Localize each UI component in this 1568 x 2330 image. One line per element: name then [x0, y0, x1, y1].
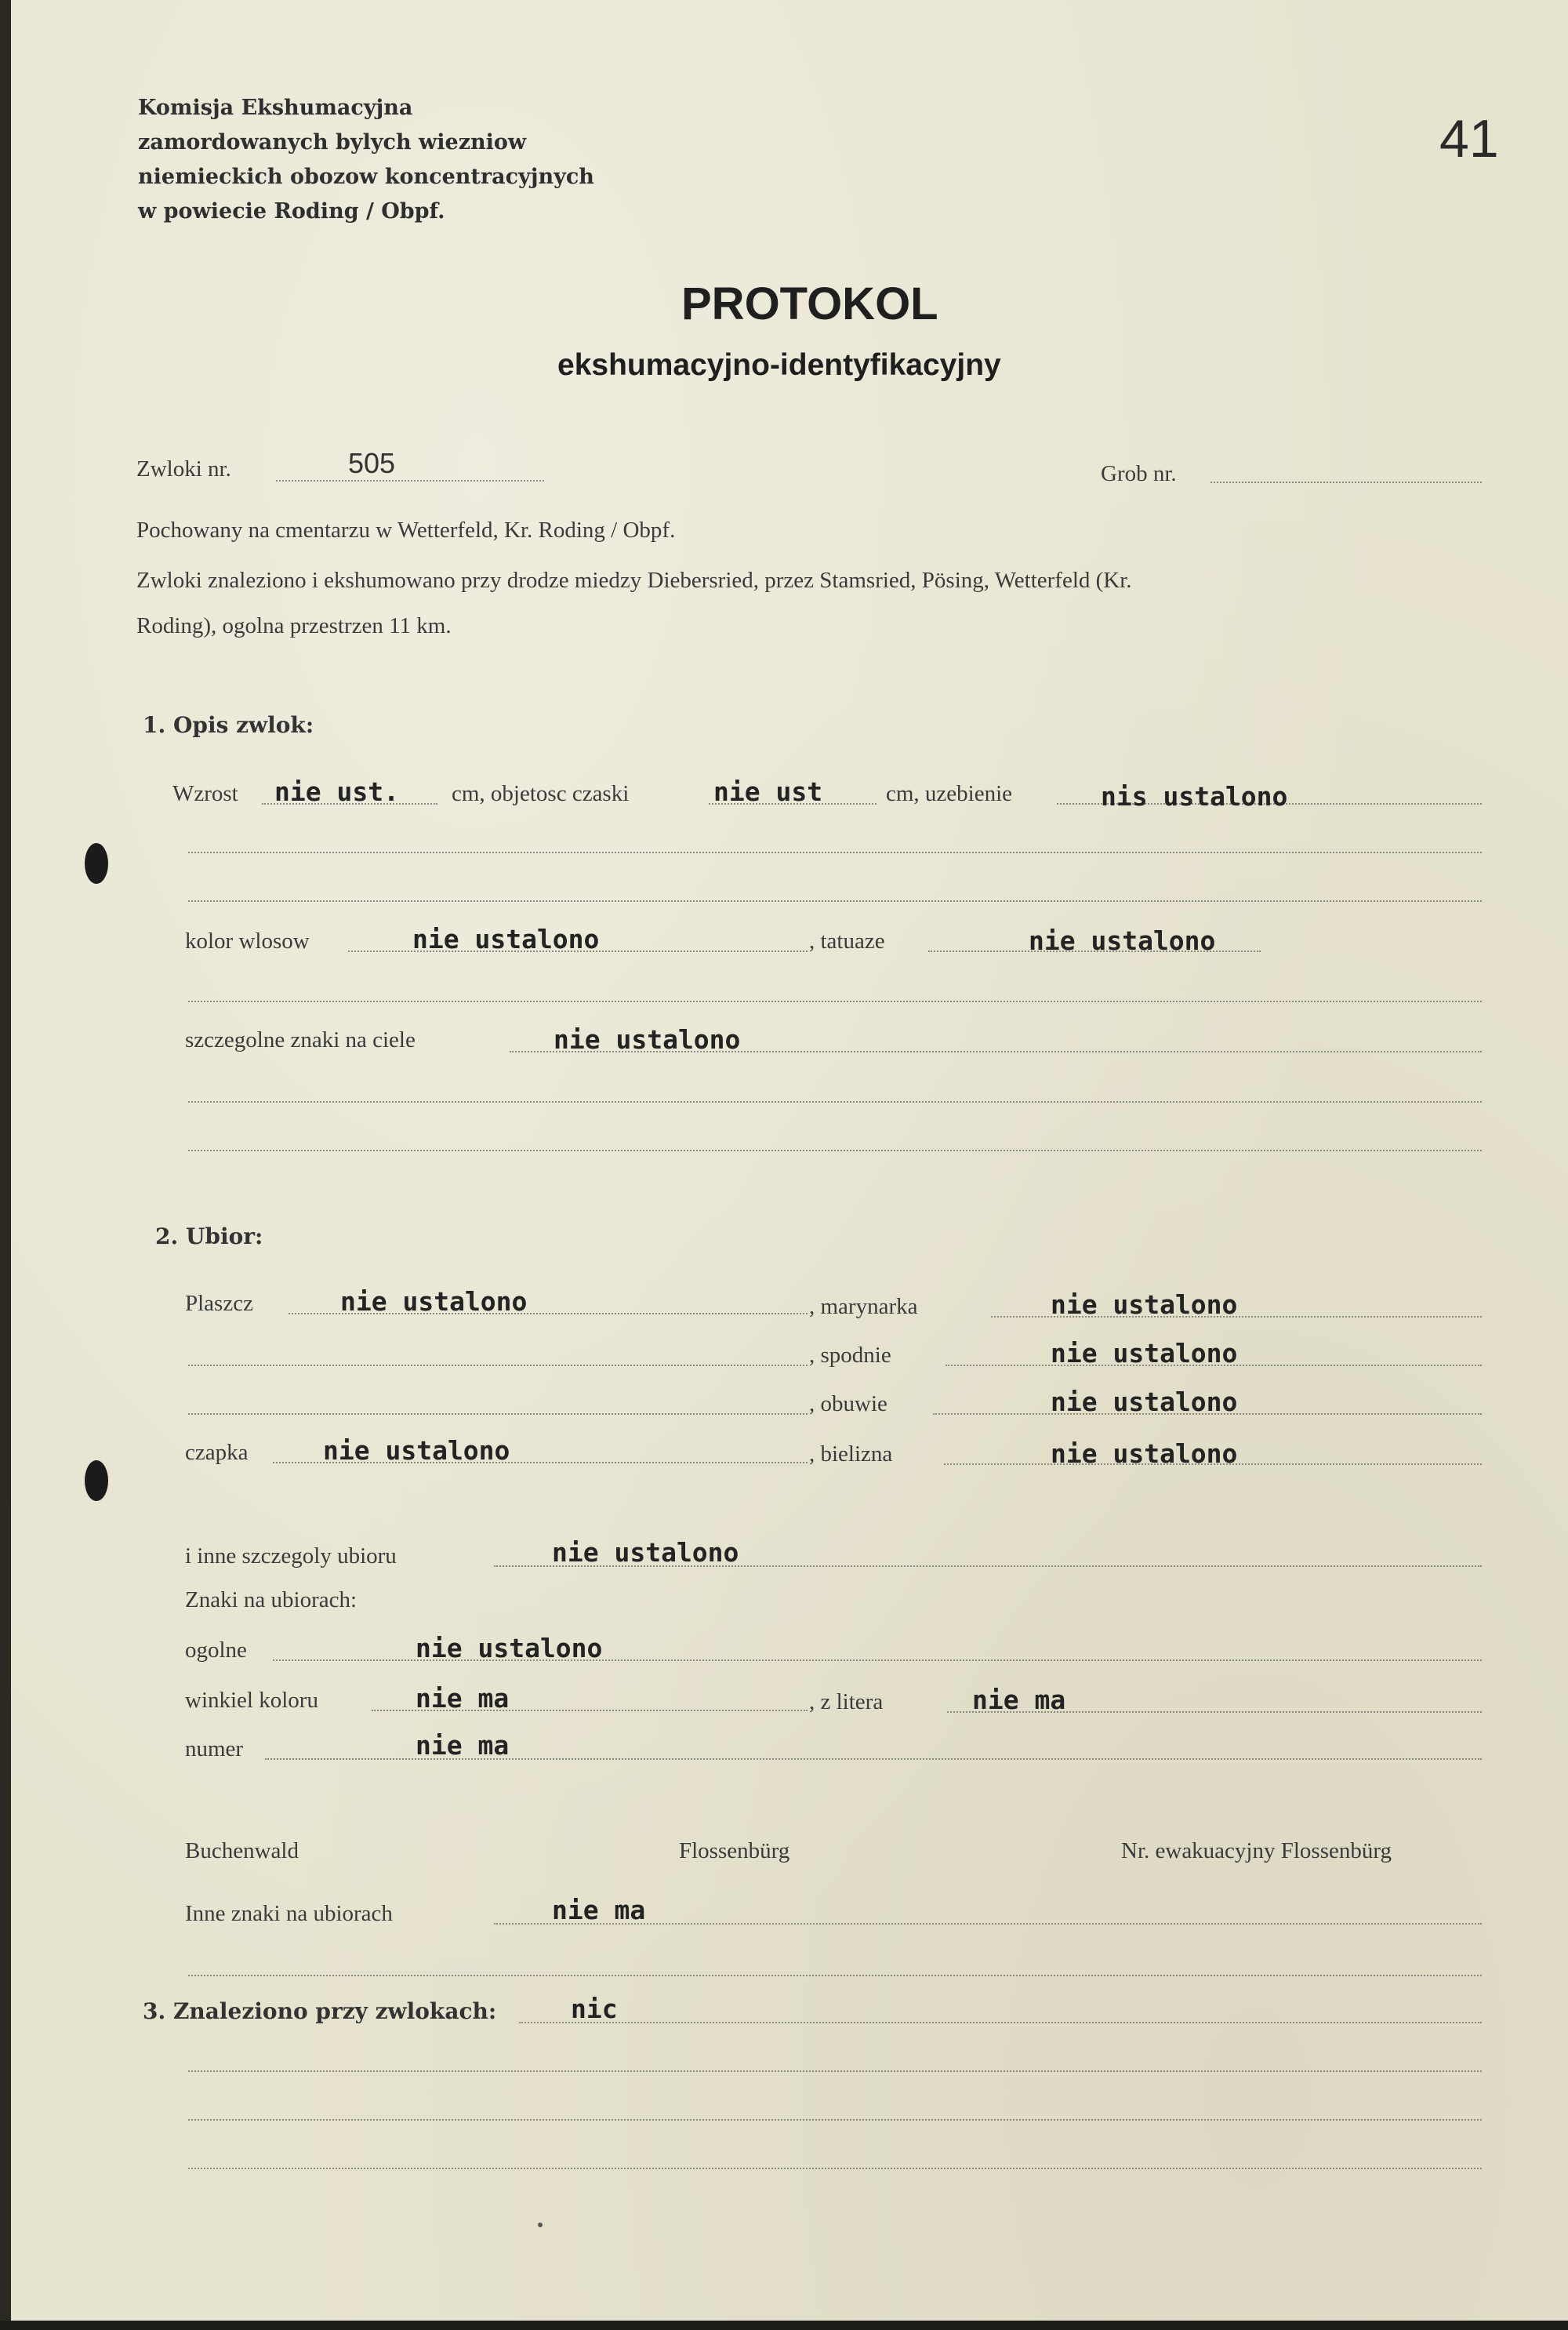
grob-label: Grob nr. — [1101, 461, 1177, 486]
litera-label: , z litera — [809, 1689, 884, 1714]
document-title: PROTOKOL — [681, 278, 938, 329]
wzrost-value: nie ust. — [274, 776, 399, 807]
section-3-heading: 3. Znaleziono przy zwlokach: — [143, 1998, 497, 2024]
winkiel-label: winkiel koloru — [185, 1688, 318, 1713]
intro-line-2: Zwloki znaleziono i ekshumowano przy drodze miedzy Diebersried, przez Stamsried, Pösing, Wetterfeld (Kr. — [136, 568, 1132, 593]
document-page — [11, 0, 1568, 2330]
tatuaze-label: , tatuaze — [809, 929, 885, 954]
bielizna-value: nie ustalono — [1051, 1438, 1238, 1469]
punch-hole-top — [85, 843, 108, 884]
opis-extra-line-2 — [188, 900, 1482, 902]
header-line-2: zamordowanych bylych wiezniow — [138, 130, 527, 154]
obuwie-value: nie ustalono — [1051, 1387, 1238, 1417]
section-3-extra-line-1 — [188, 2070, 1482, 2072]
ogolne-label: ogolne — [185, 1638, 247, 1663]
header-line-4: w powiecie Roding / Obpf. — [138, 199, 445, 224]
numer-label: numer — [185, 1736, 244, 1761]
inne-szczegoly-label: i inne szczegoly ubioru — [185, 1543, 397, 1568]
zwloki-value: 505 — [348, 447, 396, 479]
znaki-extra-line-1 — [188, 1101, 1482, 1103]
znaki-ciele-value: nie ustalono — [554, 1024, 741, 1055]
znaki-na-ubiorach-heading: Znaki na ubiorach: — [185, 1587, 358, 1612]
marynarka-label: , marynarka — [809, 1294, 918, 1319]
plaszcz-value: nie ustalono — [340, 1286, 528, 1317]
nr-ewakuacyjny-label: Nr. ewakuacyjny Flossenbürg — [1121, 1838, 1392, 1863]
document-subtitle: ekshumacyjno-identyfikacyjny — [557, 348, 1001, 382]
intro-line-1: Pochowany na cmentarzu w Wetterfeld, Kr. Roding / Obpf. — [136, 518, 676, 543]
header-line-3: niemieckich obozow koncentracyjnych — [138, 165, 594, 189]
inne-znaki-extra-line — [188, 1975, 1482, 1976]
section-3-dotted-line — [519, 2022, 1482, 2023]
opis-extra-line-1 — [188, 852, 1482, 853]
numer-value: nie ma — [416, 1730, 510, 1761]
zwloki-dotted-line — [276, 480, 544, 482]
czaszka-value: nie ust — [713, 776, 823, 807]
inne-szczegoly-value: nie ustalono — [552, 1537, 739, 1568]
section-1-heading: 1. Opis zwlok: — [143, 712, 314, 738]
kolor-extra-line — [188, 1001, 1482, 1002]
kolor-wlosow-value: nie ustalono — [412, 924, 600, 954]
inne-znaki-label: Inne znaki na ubiorach — [185, 1901, 393, 1926]
znaki-extra-line-2 — [188, 1150, 1482, 1151]
kolor-wlosow-label: kolor wlosow — [185, 929, 310, 954]
ogolne-value: nie ustalono — [416, 1633, 603, 1663]
section-3-extra-line-2 — [188, 2119, 1482, 2121]
czapka-value: nie ustalono — [323, 1435, 510, 1466]
page-number: 41 — [1439, 109, 1499, 169]
obuwie-label: , obuwie — [809, 1391, 887, 1416]
paper-speck — [538, 2223, 543, 2227]
scan-left-edge — [0, 0, 11, 2330]
spodnie-value: nie ustalono — [1051, 1338, 1238, 1369]
scan-bottom-edge — [0, 2321, 1568, 2330]
plaszcz-extra-line-1 — [188, 1365, 808, 1366]
flossenburg-label: Flossenbürg — [679, 1838, 790, 1863]
spodnie-label: , spodnie — [809, 1343, 891, 1368]
tatuaze-value: nie ustalono — [1029, 925, 1216, 956]
punch-hole-bottom — [85, 1460, 108, 1501]
intro-line-3: Roding), ogolna przestrzen 11 km. — [136, 613, 452, 638]
winkiel-value: nie ma — [416, 1683, 510, 1714]
grob-dotted-line — [1210, 482, 1482, 483]
buchenwald-label: Buchenwald — [185, 1838, 299, 1863]
znaki-ciele-label: szczegolne znaki na ciele — [185, 1027, 416, 1052]
uzebienie-label: cm, uzebienie — [886, 781, 1013, 806]
zwloki-label: Zwloki nr. — [136, 456, 231, 482]
plaszcz-label: Plaszcz — [185, 1291, 253, 1316]
marynarka-value: nie ustalono — [1051, 1289, 1238, 1320]
section-3-value: nic — [571, 1994, 618, 2024]
plaszcz-extra-line-2 — [188, 1413, 808, 1415]
uzebienie-value: nis ustalono — [1101, 781, 1288, 812]
litera-value: nie ma — [972, 1685, 1066, 1715]
section-2-heading: 2. Ubior: — [155, 1223, 263, 1249]
header-line-1: Komisja Ekshumacyjna — [138, 96, 413, 120]
bielizna-label: , bielizna — [809, 1441, 893, 1467]
section-3-extra-line-3 — [188, 2168, 1482, 2169]
wzrost-label: Wzrost — [172, 781, 238, 806]
inne-znaki-value: nie ma — [552, 1895, 646, 1925]
czapka-label: czapka — [185, 1440, 249, 1465]
czaszka-label: cm, objetosc czaski — [452, 781, 630, 806]
